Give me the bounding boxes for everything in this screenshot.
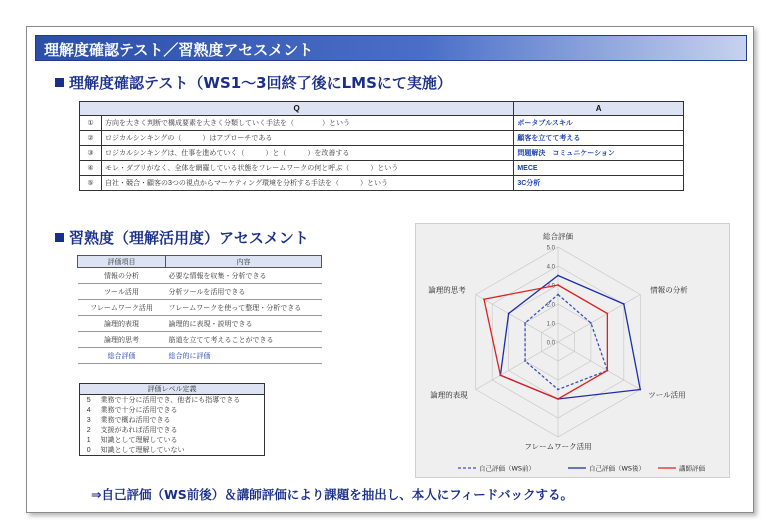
radar-tick-label: 2.0	[546, 302, 555, 309]
level-row-number: 3	[86, 416, 91, 424]
radar-tick-label: 5.0	[546, 245, 555, 252]
radar-data-point	[483, 298, 485, 300]
radar-data-point	[557, 389, 559, 391]
proficiency-header-content: 内容	[166, 256, 322, 268]
radar-axis-label: ツール活用	[648, 390, 686, 400]
legend-label: 自己評価（WS後）	[589, 464, 646, 473]
section1-heading-text: 理解度確認テスト（WS1～3回終了後にLMSにて実施）	[69, 74, 452, 92]
footer-summary: ⇒自己評価（WS前後）＆講師評価により課題を抽出し、本人にフィードバックする。	[91, 487, 574, 502]
level-row-text: 支援があれば活用できる	[100, 427, 178, 434]
proficiency-row-item: 情報の分析	[78, 268, 166, 284]
qa-row-answer: 3C分析	[514, 176, 684, 191]
level-row-text: 業務で概ね活用できる	[100, 417, 171, 424]
level-row	[80, 405, 265, 415]
proficiency-row-content: 必要な情報を収集・分析できる	[166, 268, 322, 284]
proficiency-row	[78, 332, 322, 348]
proficiency-row-content: 論理的に表現・説明できる	[166, 316, 322, 332]
qa-row	[80, 161, 684, 176]
level-header-row	[80, 384, 265, 395]
radar-axis-label: 総合評価	[543, 232, 573, 241]
legend-label: 自己評価（WS前）	[479, 464, 536, 473]
legend-label: 講師評価	[679, 464, 705, 473]
level-row-text: 業務で十分に活用できる	[100, 407, 178, 414]
level-row-number: 5	[86, 396, 91, 404]
radar-axis-label: 情報の分析	[650, 285, 688, 295]
qa-row	[80, 131, 684, 146]
level-row-text: 知識として理解していない	[100, 447, 185, 454]
qa-row-number: ③	[80, 146, 102, 161]
qa-row-question: ロジカルシンキングは、仕事を進めていく（ ）と（ ）を改善する	[101, 146, 513, 161]
proficiency-row-content: 筋道を立てて考えることができる	[166, 332, 322, 348]
proficiency-row-item: 総合評価	[78, 348, 166, 364]
qa-row-answer: 顧客を立てて考える	[514, 131, 684, 146]
qa-row-number: ⑤	[80, 176, 102, 191]
section1-heading	[55, 72, 452, 93]
level-row-number: 1	[86, 436, 91, 444]
level-row-number: 4	[86, 406, 91, 414]
radar-axis-label: 論理的思考	[428, 285, 466, 295]
square-bullet-icon	[55, 233, 64, 242]
proficiency-header-row	[78, 256, 322, 268]
proficiency-row	[78, 284, 322, 300]
level-row-text: 業務で十分に活用でき、他者にも指導できる	[100, 397, 241, 404]
section2-heading-text: 習熟度（理解活用度）アセスメント	[69, 229, 309, 247]
qa-row-answer: MECE	[514, 161, 684, 176]
qa-header-row	[80, 102, 684, 116]
radar-tick-label: 0.0	[546, 340, 555, 347]
slide-title: 理解度確認テスト／習熟度アセスメント	[44, 41, 314, 59]
qa-row-number: ②	[80, 131, 102, 146]
radar-data-point	[524, 322, 526, 324]
radar-data-point	[508, 313, 510, 315]
level-header: 評価レベル定義	[80, 384, 265, 395]
qa-row	[80, 146, 684, 161]
proficiency-header-item: 評価項目	[78, 256, 166, 268]
proficiency-row	[78, 300, 322, 316]
level-row	[80, 415, 265, 425]
section2-heading	[55, 227, 309, 248]
proficiency-row-item: ツール活用	[78, 284, 166, 300]
radar-data-point	[590, 322, 592, 324]
qa-row-number: ①	[80, 116, 102, 131]
level-definition-table	[79, 383, 265, 456]
square-bullet-icon	[55, 78, 64, 87]
qa-row-question: モレ・ダブリがなく、全体を網羅している状態をフレームワークの何と呼ぶ（ ）という	[101, 161, 513, 176]
radar-axis-label: 論理的表現	[430, 390, 468, 400]
radar-data-point	[500, 374, 502, 376]
proficiency-row-item: フレームワーク活用	[78, 300, 166, 316]
radar-data-point	[606, 313, 608, 315]
qa-row-question: ロジカルシンキングの（ ）はアプローチである	[101, 131, 513, 146]
level-row	[80, 395, 265, 406]
level-row-number: 0	[86, 446, 91, 454]
proficiency-row	[78, 348, 322, 364]
radar-data-point	[557, 284, 559, 286]
slide	[26, 26, 754, 513]
level-row	[80, 435, 265, 445]
qa-row	[80, 116, 684, 131]
radar-data-point	[557, 294, 559, 296]
proficiency-row-content: 総合的に評価	[166, 348, 322, 364]
radar-series-line	[500, 276, 640, 400]
qa-row-question: 方向を大きく判断で構成要素を大きく分類していく手法を（ ）という	[101, 116, 513, 131]
title-bar	[35, 35, 747, 61]
radar-data-point	[557, 275, 559, 277]
radar-tick-label: 3.0	[546, 283, 555, 290]
level-row	[80, 445, 265, 456]
radar-spoke	[558, 342, 640, 390]
level-row	[80, 425, 265, 435]
radar-tick-label: 1.0	[546, 321, 555, 328]
qa-table	[79, 101, 684, 191]
radar-series-line	[484, 285, 607, 399]
qa-row-answer: 問題解決 コミュニケーション	[514, 146, 684, 161]
radar-axis-label: フレームワーク活用	[524, 442, 592, 451]
qa-row-answer: ボータブルスキル	[514, 116, 684, 131]
radar-data-point	[623, 303, 625, 305]
qa-row	[80, 176, 684, 191]
level-row-text: 知識として理解している	[100, 437, 178, 444]
proficiency-row	[78, 268, 322, 284]
radar-data-point	[557, 398, 559, 400]
level-row-number: 2	[86, 426, 91, 434]
proficiency-row-item: 論理的思考	[78, 332, 166, 348]
radar-data-point	[524, 360, 526, 362]
proficiency-row-content: フレームワークを使って整理・分析できる	[166, 300, 322, 316]
radar-tick-label: 4.0	[546, 264, 555, 271]
proficiency-row	[78, 316, 322, 332]
proficiency-row-item: 論理的表現	[78, 316, 166, 332]
qa-header-q: Q	[80, 102, 514, 116]
qa-header-a: A	[514, 102, 684, 116]
proficiency-row-content: 分析ツールを活用できる	[166, 284, 322, 300]
qa-row-number: ④	[80, 161, 102, 176]
proficiency-table	[77, 255, 322, 364]
qa-row-question: 自社・競合・顧客の3つの視点からマーケティング環境を分析する手法を（ ）という	[101, 176, 513, 191]
radar-spoke	[558, 295, 640, 343]
radar-chart-svg	[416, 224, 731, 479]
radar-chart	[415, 223, 730, 478]
radar-data-point	[606, 370, 608, 372]
radar-data-point	[639, 389, 641, 391]
